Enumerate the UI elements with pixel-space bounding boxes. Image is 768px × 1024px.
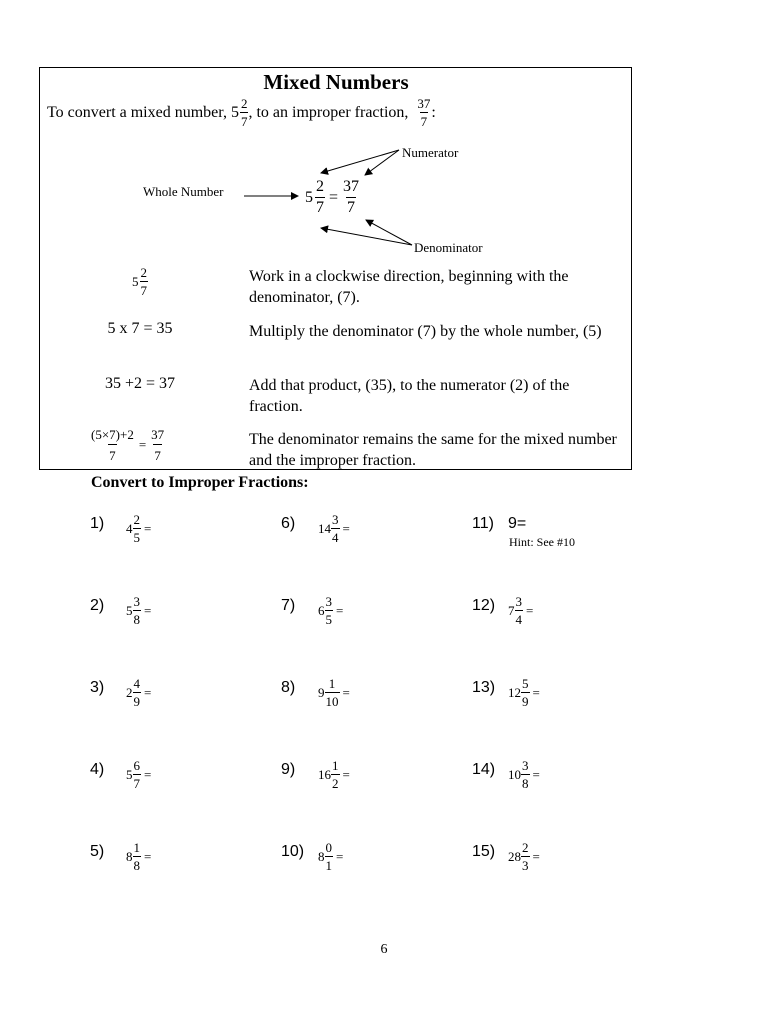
mixed-whole: 16: [318, 766, 331, 782]
fraction-denominator: 9: [522, 694, 529, 709]
step-3-text: Add that product, (35), to the numerator (2) of the fraction.: [249, 377, 570, 415]
fraction-denominator: 10: [325, 694, 339, 709]
diagram-whole: 5: [305, 188, 313, 206]
fraction-denominator: 5: [325, 612, 332, 627]
mixed-fraction: [331, 513, 340, 544]
fraction-numerator: 37: [151, 427, 165, 442]
fraction-numerator: 3: [515, 594, 522, 609]
mixed-whole: 14: [318, 520, 331, 536]
mixed-whole: 28: [508, 848, 521, 864]
intro-text-after: :: [431, 103, 436, 121]
step-4-formula: [90, 428, 165, 462]
equals-sign: =: [532, 766, 540, 782]
exercise-expression: [318, 759, 350, 790]
fraction-numerator: 37: [343, 178, 360, 195]
numerator-label: Numerator: [402, 145, 459, 160]
fraction-numerator: 3: [522, 758, 529, 773]
mixed-whole: 6: [318, 602, 325, 618]
exercise-text: 9=: [508, 515, 527, 532]
mixed-whole: 5: [230, 103, 239, 121]
fraction-denominator: 4: [332, 530, 339, 545]
exercise-expression: [508, 759, 540, 790]
fraction-denominator: 8: [133, 858, 140, 873]
equals-sign: =: [144, 848, 152, 864]
mixed-fraction: [133, 513, 142, 544]
exercise-expression: [126, 595, 151, 626]
mixed-whole: 8: [126, 848, 133, 864]
mixed-fraction: [325, 841, 334, 872]
equals-sign: =: [526, 602, 534, 618]
mixed-whole: 5: [126, 602, 133, 618]
fraction-numerator: 3: [133, 594, 140, 609]
numerator-arrow-left: [321, 150, 399, 173]
diagram-equation: [305, 179, 360, 216]
fraction-denominator: 3: [522, 858, 529, 873]
mixed-whole: 2: [126, 684, 133, 700]
mixed-fraction: [133, 677, 142, 708]
exercise-expression: [126, 759, 151, 790]
fraction-numerator: 3: [325, 594, 332, 609]
step-1-left: [60, 266, 220, 297]
mixed-fraction: [331, 759, 340, 790]
mixed-fraction: [325, 595, 334, 626]
fraction-denominator: 5: [133, 530, 140, 545]
exercise-number: 5): [90, 843, 105, 860]
exercise-number: 3): [90, 679, 105, 696]
step-1-mixed-number: [132, 266, 148, 297]
equals-sign: =: [342, 520, 350, 536]
fraction-numerator: (5×7)+2: [91, 427, 134, 442]
step-1-text: Work in a clockwise direction, beginning with the denominator, (7).: [249, 268, 569, 306]
exercise-number: 13): [472, 679, 496, 696]
fraction-denominator: 7: [420, 114, 428, 129]
exercise-expression: [318, 513, 350, 544]
diagram-mixed-fraction: [315, 179, 325, 216]
mixed-fraction: [521, 677, 530, 708]
fraction-denominator: 7: [316, 199, 324, 216]
mixed-fraction: [515, 595, 524, 626]
exercise-expression: [508, 841, 540, 872]
exercise-number: 2): [90, 597, 105, 614]
exercise-number: 1): [90, 515, 105, 532]
mixed-fraction: [140, 266, 149, 297]
mixed-whole: 12: [508, 684, 521, 700]
exercise-number: 11): [472, 515, 494, 532]
exercise-number: 4): [90, 761, 105, 778]
mixed-fraction: [133, 841, 142, 872]
exercise-number: 12): [472, 597, 496, 614]
exercise-number: 9): [281, 761, 296, 778]
equals-sign: =: [144, 520, 152, 536]
equals-sign: =: [342, 684, 350, 700]
exercise-number: 6): [281, 515, 296, 532]
formula-left-fraction: [90, 428, 135, 462]
exercise-expression: [508, 595, 533, 626]
equals-sign: =: [144, 602, 152, 618]
exercise-number: 10): [281, 843, 305, 860]
fraction-numerator: 2: [140, 265, 147, 280]
mixed-whole: 9: [318, 684, 325, 700]
page-title: Mixed Numbers: [263, 70, 409, 94]
fraction-denominator: 7: [153, 444, 162, 462]
exercise-number: 15): [472, 843, 496, 860]
whole-number-label: Whole Number: [143, 184, 224, 199]
fraction-numerator: 1: [328, 676, 336, 691]
mixed-fraction: [325, 677, 340, 708]
numerator-arrow-right: [365, 150, 399, 175]
step-3-left: 35 +2 = 37: [104, 375, 176, 392]
exercise-expression: [508, 515, 526, 533]
mixed-whole: 5: [132, 273, 139, 289]
exercise-header: Convert to Improper Fractions:: [91, 474, 309, 491]
mixed-whole: 4: [126, 520, 133, 536]
fraction-numerator: 2: [133, 512, 140, 527]
fraction-denominator: 4: [515, 612, 522, 627]
step-2-text: Multiply the denominator (7) by the whole number, (5): [249, 323, 602, 340]
exercise-expression: [126, 841, 151, 872]
diagram-equals: =: [329, 188, 339, 206]
mixed-fraction: [521, 841, 530, 872]
mixed-whole: 8: [318, 848, 325, 864]
exercise-number: 8): [281, 679, 296, 696]
fraction-denominator: 7: [108, 444, 117, 462]
mixed-fraction: [133, 759, 142, 790]
fraction-numerator: 2: [316, 178, 324, 195]
fraction-numerator: 5: [522, 676, 529, 691]
equals-sign: =: [336, 602, 344, 618]
fraction-numerator: 1: [133, 840, 140, 855]
fraction-denominator: 8: [522, 776, 529, 791]
equals-sign: =: [144, 766, 152, 782]
step-4-text: The denominator remains the same for the mixed number and the improper fraction.: [249, 431, 617, 469]
fraction-denominator: 7: [347, 199, 356, 216]
fraction-numerator: 2: [522, 840, 529, 855]
equals-sign: =: [532, 684, 540, 700]
mixed-whole: 5: [126, 766, 133, 782]
fraction-numerator: 2: [240, 96, 248, 111]
equals-sign: =: [342, 766, 350, 782]
intro-text-before: To convert a mixed number,: [47, 103, 227, 121]
formula-equals: =: [138, 437, 147, 452]
denominator-arrow-left: [321, 228, 412, 245]
fraction-denominator: 7: [133, 776, 140, 791]
exercise-expression: [126, 677, 151, 708]
equals-sign: =: [144, 684, 152, 700]
diagram-improper-fraction: [342, 179, 360, 216]
mixed-fraction: [521, 759, 530, 790]
equals-sign: =: [336, 848, 344, 864]
exercise-expression: [126, 513, 151, 544]
denominator-arrow-right: [366, 220, 412, 245]
mixed-whole: 7: [508, 602, 515, 618]
fraction-denominator: 8: [133, 612, 140, 627]
fraction-denominator: 9: [133, 694, 140, 709]
fraction-numerator: 4: [133, 676, 140, 691]
fraction-numerator: 0: [325, 840, 332, 855]
hint-text: Hint: See #10: [509, 535, 575, 549]
exercise-expression: [318, 595, 343, 626]
mixed-whole: 10: [508, 766, 521, 782]
exercise-number: 7): [281, 597, 296, 614]
diagram-arrows: [0, 0, 768, 300]
exercise-expression: [318, 677, 350, 708]
step-2-left: 5 x 7 = 35: [107, 320, 173, 337]
fraction-numerator: 37: [417, 96, 431, 111]
exercise-expression: [508, 677, 540, 708]
fraction-denominator: 7: [240, 114, 248, 129]
fraction-denominator: 2: [332, 776, 339, 791]
page-number: 6: [380, 942, 388, 957]
mixed-fraction: [133, 595, 142, 626]
fraction-numerator: 1: [332, 758, 339, 773]
fraction-numerator: 6: [133, 758, 140, 773]
intro-text-middle: , to an improper fraction,: [248, 103, 409, 121]
fraction-numerator: 3: [332, 512, 339, 527]
equals-sign: =: [532, 848, 540, 864]
exercise-expression: [318, 841, 343, 872]
formula-right-fraction: [150, 428, 165, 462]
exercise-number: 14): [472, 761, 496, 778]
denominator-label: Denominator: [414, 240, 483, 255]
fraction-denominator: 7: [140, 283, 147, 298]
fraction-denominator: 1: [325, 858, 332, 873]
